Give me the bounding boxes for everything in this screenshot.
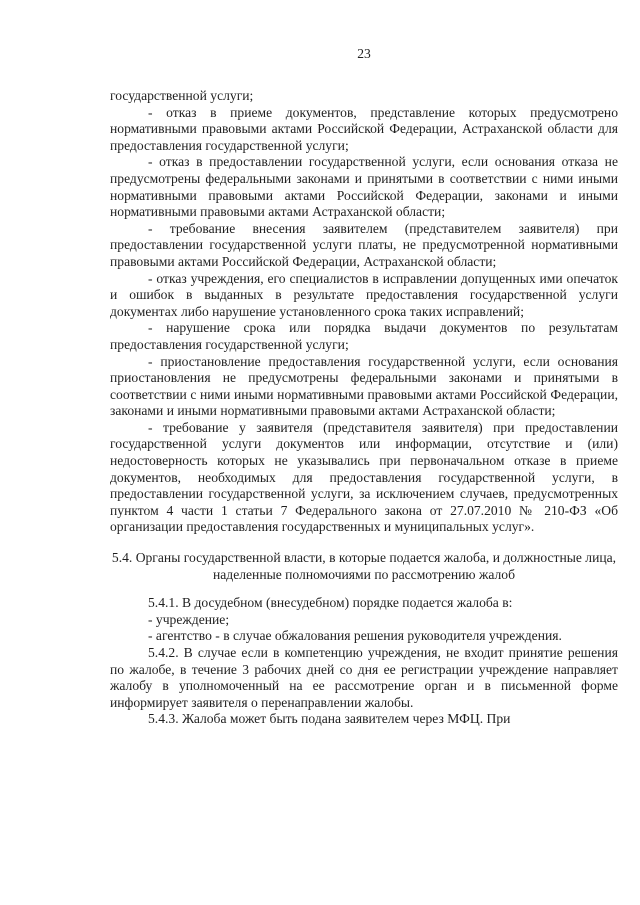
paragraph: 5.4.2. В случае если в компетенцию учреждения, не входит принятие решения по жалобе, в течение 3 рабочих дней со дня ее регистрации учреждение направляет жалобу в уполномоченный на ее рассмотрение орган и в письменной форме информирует заявителя о перенаправлении жалобы. bbox=[110, 645, 618, 710]
section-heading-block bbox=[110, 550, 618, 583]
paragraph: - агентство - в случае обжалования решения руководителя учреждения. bbox=[148, 628, 562, 644]
paragraph: - требование внесения заявителем (представителем заявителя) при предоставлении государственной услуги платы, не предусмотренной нормативными правовыми актами Российской Федерации, Астраханской области; bbox=[110, 220, 618, 269]
page-number: 23 bbox=[357, 46, 371, 61]
paragraph: - отказ учреждения, его специалистов в исправлении допущенных ими опечаток и ошибок в выданных в результате предоставления государственной услуги документах либо нарушение установленного срока таких исправлений; bbox=[110, 270, 618, 319]
paragraph: государственной услуги; bbox=[110, 88, 254, 103]
paragraph: - отказ в приеме документов, представление которых предусмотрено нормативными правовыми актами Российской Федерации, Астраханской области для предоставления государственной услуги; bbox=[110, 104, 618, 153]
paragraph: 5.4.1. В досудебном (внесудебном) порядке подается жалоба в: bbox=[148, 595, 513, 611]
list-before-heading bbox=[110, 88, 618, 536]
paragraph: - учреждение; bbox=[148, 611, 230, 627]
list-after-heading bbox=[110, 595, 618, 728]
paragraph: - приостановление предоставления государственной услуги, если основания приостановления не предусмотрены федеральными законами и принятыми в соответствии с ними иными нормативными правовыми актами Российской Федерации, законами и иными нормативными правовыми актами Астраханской области; bbox=[110, 353, 618, 419]
paragraph: - отказ в предоставлении государственной услуги, если основания отказа не предусмотрены федеральными законами и принятыми в соответствии с ними иными нормативными правовыми актами Российской Федерации, законами и иными нормативными правовыми актами Астраханской области; bbox=[110, 154, 618, 220]
paragraph: 5.4.3. Жалоба может быть подана заявителем через МФЦ. При bbox=[148, 711, 511, 727]
paragraph: - нарушение срока или порядка выдачи документов по результатам предоставления государственной услуги; bbox=[110, 320, 618, 352]
paragraph: - требование у заявителя (представителя заявителя) при предоставлении государственной услуги документов или информации, отсутствие и (или) недостоверность которых не указывались при первоначальном отказе в приеме документов, необходимых для предоставления государственной услуги, в предоставлении государственной услуги, за исключением случаев, предусмотренных пунктом 4 части 1 статьи 7 Федерального закона от 27.07.2010 № 210-ФЗ «Об организации предоставления государственных и муниципальных услуг». bbox=[110, 419, 618, 535]
section-heading: 5.4. Органы государственной власти, в которые подается жалоба, и должностные лица, наделенные полномочиями по рассмотрению жалоб bbox=[111, 550, 617, 582]
